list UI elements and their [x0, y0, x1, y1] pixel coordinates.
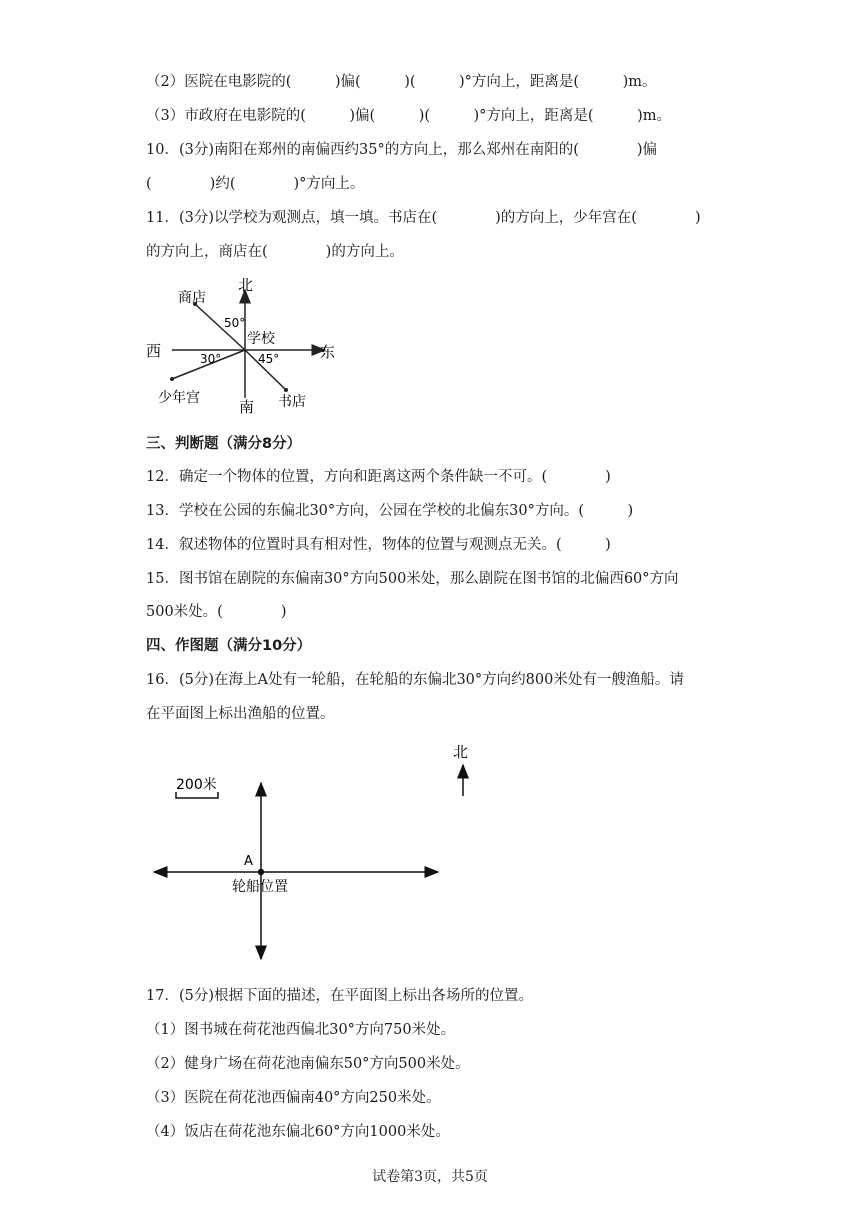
south-label: 南: [239, 398, 255, 416]
north-label: 北: [238, 276, 254, 294]
section-4-heading: 四、作图题（满分10分）: [146, 638, 312, 654]
q11-line1: 11．(3分)以学校为观测点，填一填。书店在( )的方向上，少年宫在( ): [146, 210, 701, 226]
ship-diagram: [140, 735, 490, 970]
q9-sub3: （3）市政府在电影院的( )偏( )( )°方向上，距离是( )m。: [146, 108, 671, 124]
angle-30-label: 30°: [200, 352, 222, 366]
point-a: [258, 869, 264, 875]
q15-line1: 15．图书馆在剧院的东偏南30°方向500米处，那么剧院在图书馆的北偏西60°方向: [146, 571, 679, 587]
q17-sub1: （1）图书城在荷花池西偏北30°方向750米处。: [146, 1022, 456, 1038]
q10-line2: ( )约( )°方向上。: [146, 176, 365, 192]
q12: 12．确定一个物体的位置，方向和距离这两个条件缺一不可。( ): [146, 469, 611, 485]
angle-50-label: 50°: [224, 316, 246, 330]
section-3-heading: 三、判断题（满分8分）: [146, 436, 302, 452]
ship-label: 轮船位置: [232, 879, 288, 895]
q16-line1: 16．(5分)在海上A处有一轮船，在轮船的东偏北30°方向约800米处有一艘渔船。请: [146, 672, 684, 688]
point-a-label: A: [244, 854, 253, 869]
q17-sub4: （4）饭店在荷花池东偏北60°方向1000米处。: [146, 1124, 450, 1140]
scale-label: 200米: [176, 777, 217, 793]
page-footer: 试卷第3页，共5页: [372, 1169, 488, 1185]
school-label: 学校: [247, 331, 275, 347]
q13: 13．学校在公园的东偏北30°方向，公园在学校的北偏东30°方向。( ): [146, 503, 634, 519]
youth-palace-label: 少年宫: [158, 390, 200, 406]
q15-line2: 500米处。( ): [146, 604, 287, 620]
q16-line2: 在平面图上标出渔船的位置。: [146, 706, 335, 722]
q14: 14．叙述物体的位置时具有相对性，物体的位置与观测点无关。( ): [146, 537, 611, 553]
q17-sub2: （2）健身广场在荷花池南偏东50°方向500米处。: [146, 1056, 470, 1072]
store-label: 商店: [178, 290, 206, 306]
q17-sub3: （3）医院在荷花池西偏南40°方向250米处。: [146, 1090, 441, 1106]
direction-diagram: [140, 272, 340, 418]
q10-line1: 10．(3分)南阳在郑州的南偏西约35°的方向上，那么郑州在南阳的( )偏: [146, 142, 658, 158]
north-label: 北: [453, 743, 469, 761]
east-label: 东: [320, 343, 336, 361]
angle-45-label: 45°: [258, 352, 280, 366]
q17-line1: 17．(5分)根据下面的描述，在平面图上标出各场所的位置。: [146, 988, 533, 1004]
west-label: 西: [146, 342, 162, 360]
q11-line2: 的方向上，商店在( )的方向上。: [146, 244, 404, 260]
bookstore-label: 书店: [278, 394, 306, 410]
q9-sub2: （2）医院在电影院的( )偏( )( )°方向上，距离是( )m。: [146, 74, 657, 90]
